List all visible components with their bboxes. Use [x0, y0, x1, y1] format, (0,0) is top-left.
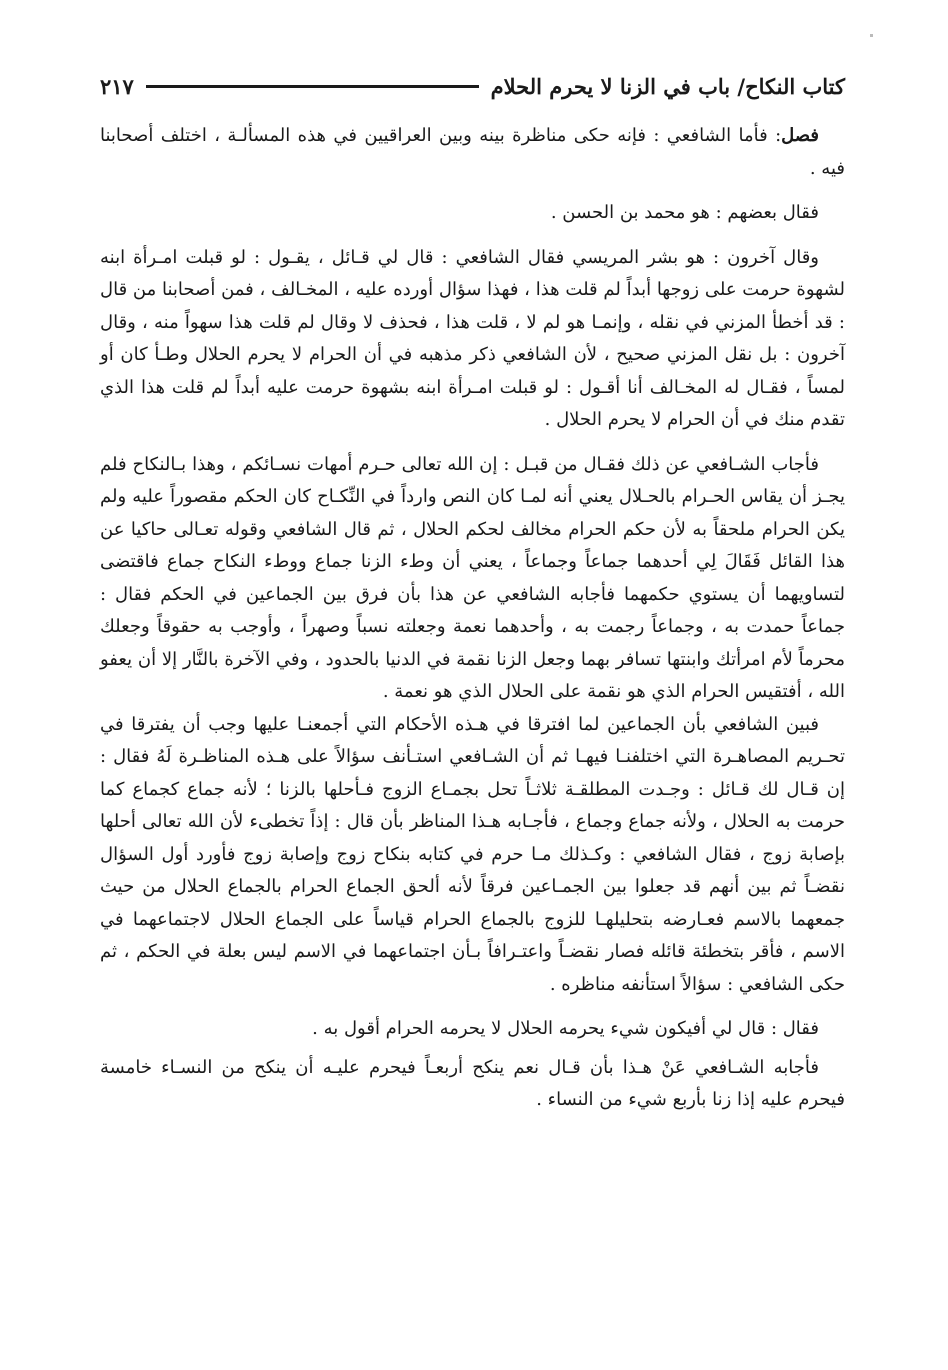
- paragraph-1-text: : فأما الشافعي : فإنه حكى مناظرة بينه وبين العراقيين في هذه المسألـة ، اختلف أصحابنا فيه .: [100, 125, 845, 179]
- page-number: ٢١٧: [100, 73, 134, 99]
- section-lead: فصل: [781, 125, 819, 146]
- header-rule: [146, 85, 479, 88]
- scan-artifact: [870, 34, 873, 37]
- book-page: [100, 58, 845, 1117]
- paragraph-5: فبين الشافعي بأن الجماعين لما افترقا في هـذه الأحكام التي أجمعنـا عليها وجب أن يفترقا في تحـريم المصاهـرة التي اختلفنـا فيهـا ثم أن الشـافعي استـأنف سؤالاً على هـذه المناظـرة لَهُ فقال : إن قـال لك قـائل : وجـدت المطلقـة ثلاثـاً تحل بجمـاع الزوج فـأحلها بالزنا ؛ لأنه جماع كجماع كما حرمت به الحلال ، ولأنه جماع وجماع ، فأجـابه هـذا المناظر بأن قال : إذاً تخطىء لأن الله تعالى أحلها بإصابة زوج ، فقال الشافعي : وكـذلك مـا حرم في كتابه بنكاح زوج وإصابة زوج فأورد أول السؤال نقضـاً ثم بين أنهم قد جعلوا بين الجمـاعين فرقاً لأنه ألحق الجماع الحرام بالجماع الحلال من حيث جمعهما بالاسم فعـارضه بتحليلهـا للزوج بالجماع الحرام قياساً على الجماع الحلال لاجتماعهما في الاسم ، فأقر بتخطئة قائله فصار نقضـاً واعتـرافاً بـأن اجتماعهما في الاسم ليس بعلة في الحكم ، ثم حكى الشافعي : سؤالاً استأنفه مناظره .: [100, 713, 846, 995]
- paragraph-3: وقال آخرون : هو بشر المريسي فقال الشافعي : قال لي قـائل ، يقـول : لو قبلت امـرأة ابنه لشهوة حرمت على زوجها أبداً لم قلت هذا ، فهذا سؤال أورده عليه ، المخـالف ، فمن أصحابنا من قال : قد أخطأ المزني في نقله ، وإنمـا هو لم لا ، قلت هذا ، فحذف لا وقال لم قلت هذا سهواً منه ، وقال آخرون : بل نقل المزني صحيح ، لأن الشافعي ذكر مذهبه في أن الحرام لا يحرم الحلال وطـأ كان أو لمساً ، فقـال له المخـالف أنا أقـول : لو قبلت امـرأة ابنه بشهوة حرمت عليه أبداً لم قلت هذا الذي تقدم منك في أن الحرام لا يحرم الحلال .: [100, 246, 845, 430]
- paragraph-1: [100, 120, 845, 185]
- paragraph-4: فأجاب الشـافعي عن ذلك فقـال من قبـل : إن الله تعالى حـرم أمهات نسـائكم ، وهذا بـالنكاح فلم يجـز أن يقاس الحـرام بالحـلال يعني أنه لمـا كان النص وارداً في النِّكـاح كان الحكم مقصوراً عليه ولم يكن الحرام ملحقاً به لأن حكم الحرام مخالف لحكم الحلال ، ثم قال الشافعي وقوله تعـالى حاكيا عن هذا القائل فَقَالَ لِي أحدهما جماعاً وجماعاً ، يعني أن وطء الزنا جماع ووطء النكاح جماع فاقتضى لتساويهما أن يستوي حكمهما فأجابه الشافعي عن هذا بأن فرق بين الجماعين في الحكم فقال : جماعاً حمدت به ، وجماعاً رجمت به ، وأحدهما نعمة وجعلته نسباً وصهراً ، وأوجب به حقوقاً وجعلك محرماً لأم امرأتك وابنتها تسافر بهما وجعل الزنا نقمة في الدنيا بالحدود ، وفي الآخرة بالنَّار إلا أن يعفو الله ، أفتقيس الحرام الذي هو نقمة على الحلال الذي هو نعمة .: [100, 453, 845, 702]
- running-header: [100, 58, 845, 114]
- paragraph-2: فقال بعضهم : هو محمد بن الحسن .: [550, 202, 819, 223]
- paragraph-6: فقال : قال لي أفيكون شيء يحرمه الحلال لا يحرمه الحرام أقول به .: [312, 1018, 819, 1039]
- chapter-title: كتاب النكاح/ باب في الزنا لا يحرم الحلام: [490, 73, 845, 99]
- paragraph-7: فأجابه الشـافعي عَنْ هـذا بأن قـال نعم ينكح أربعـاً فيحرم عليـه أن ينكح من النسـاء خامسة فيحرم عليه إذا زنا بأربع شيء من النساء .: [100, 1056, 845, 1110]
